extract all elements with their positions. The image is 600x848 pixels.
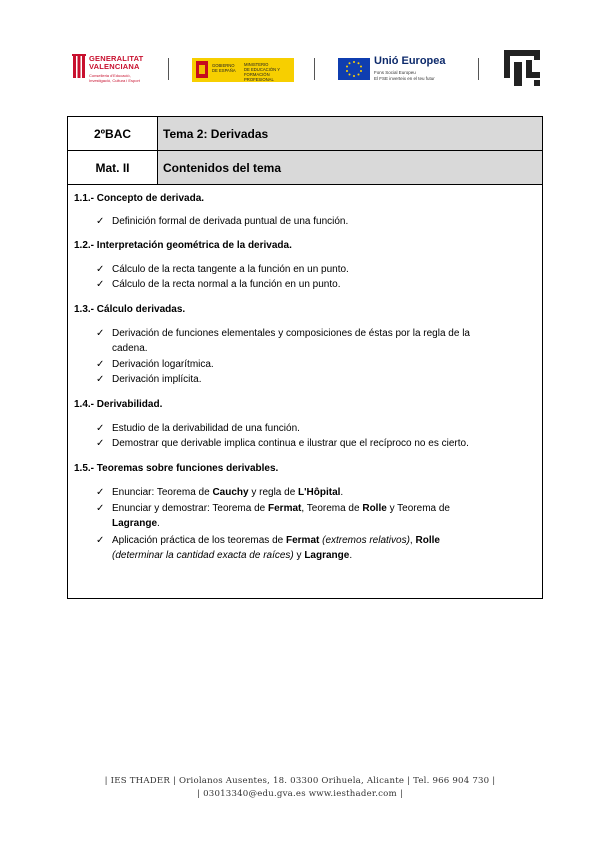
header-divider (314, 58, 315, 80)
list-item (96, 533, 524, 548)
gva-dept1: Conselleria d'Educació, (89, 73, 131, 78)
footer-line1: | IES THADER | Oriolanos Ausentes, 18. 03300 Orihuela, Alicante | Tel. 966 904 730 | (104, 776, 496, 786)
gva-dept2: Investigació, Cultura i Esport (89, 78, 140, 83)
checkmark-icon: ✓ (96, 216, 105, 227)
checkmark-icon: ✓ (96, 279, 105, 290)
list-item (96, 277, 524, 292)
checkmark-icon: ✓ (96, 423, 105, 434)
item-bold: Lagrange (112, 518, 158, 529)
list-item (96, 485, 524, 500)
eu-title: Unió Europea (374, 55, 446, 67)
list-item (96, 357, 524, 372)
item-bold: Cauchy (212, 487, 249, 498)
item-text: Enunciar y demostrar: Teorema de (112, 503, 269, 514)
gva-line2: VALENCIANA (89, 62, 140, 71)
gva-emblem-icon (72, 54, 86, 82)
item-text: , Teorema de (301, 503, 363, 514)
item-bold: Rolle (415, 535, 440, 546)
item-text: Enunciar: Teorema de (112, 487, 213, 498)
item-text: Definición formal de derivada puntual de una función. (112, 216, 349, 227)
item-text: Demostrar que derivable implica continua e ilustrar que el recíproco no es cierto. (112, 438, 469, 449)
checkmark-icon: ✓ (96, 438, 105, 449)
eu-sub1: Fons Social Europeu (374, 70, 416, 75)
section-title: 1.1.- Concepto de derivada. (74, 193, 205, 204)
list-item-continuation (112, 548, 524, 563)
list-item (96, 214, 524, 229)
item-text: Estudio de la derivabilidad de una función. (112, 423, 300, 434)
item-bold: L'Hôpital (298, 487, 341, 498)
item-text: . (157, 518, 160, 529)
item-text: y Teorema de (386, 503, 450, 514)
item-text: . (340, 487, 344, 498)
subject-cell: Mat. II (68, 151, 158, 184)
thader-logo-icon (500, 48, 544, 88)
header-divider (168, 58, 169, 80)
header-divider (478, 58, 479, 80)
gobierno-logo (192, 58, 294, 82)
item-text: Derivación de funciones elementales y composiciones de éstas por la regla de la (112, 328, 470, 339)
item-text: cadena. (112, 343, 148, 354)
eu-logo (338, 52, 468, 84)
section-title: 1.2.- Interpretación geométrica de la derivada. (74, 240, 292, 251)
section-title: 1.4.- Derivabilidad. (74, 399, 163, 410)
gva-logo (72, 52, 172, 86)
item-bold: Rolle (362, 503, 387, 514)
checkmark-icon: ✓ (96, 487, 105, 498)
item-bold: Fermat (285, 535, 320, 546)
checkmark-icon: ✓ (96, 503, 105, 514)
list-item (96, 372, 524, 387)
item-text: . (349, 550, 353, 561)
list-item (96, 501, 524, 516)
gob-right2: DE EDUCACIÓN Y (244, 67, 280, 72)
item-text: Derivación implícita. (112, 374, 202, 385)
item-text: Aplicación práctica de los teoremas de (112, 535, 286, 546)
checkmark-icon: ✓ (96, 359, 105, 370)
section-title: 1.5.- Teoremas sobre funciones derivables. (74, 463, 279, 474)
gob-left2: DE ESPAÑA (212, 68, 236, 73)
eu-sub2: El FSE inverteix en el teu futur (374, 75, 435, 81)
table-row-course (68, 117, 542, 151)
item-italic: (determinar la cantidad exacta de raíces) (112, 550, 294, 561)
table-row-subject (68, 151, 542, 185)
contents-heading-cell: Contenidos del tema (158, 151, 542, 184)
checkmark-icon: ✓ (96, 328, 105, 339)
gob-right3: FORMACIÓN PROFESIONAL (244, 72, 274, 82)
list-item (96, 436, 524, 451)
gva-line1: GENERALITAT (89, 54, 144, 63)
list-item (96, 326, 524, 341)
item-bold: Lagrange (304, 550, 350, 561)
item-text: , (409, 535, 416, 546)
topic-table (67, 116, 543, 599)
list-item (96, 421, 524, 436)
course-cell: 2ºBAC (68, 117, 158, 150)
ies-thader-logo (500, 48, 544, 88)
gob-right1: MINISTERIO (244, 62, 269, 67)
list-item (96, 262, 524, 277)
item-text: Derivación logarítmica. (112, 359, 214, 370)
spain-shield-icon (196, 61, 208, 78)
item-italic: (extremos relativos) (319, 535, 410, 546)
item-text: Cálculo de la recta tangente a la función en un punto. (112, 264, 349, 275)
list-item-continuation (112, 341, 524, 356)
item-text: y regla de (248, 487, 299, 498)
checkmark-icon: ✓ (96, 535, 105, 546)
item-text: y (293, 550, 305, 561)
checkmark-icon: ✓ (96, 374, 105, 385)
section-title: 1.3.- Cálculo derivadas. (74, 304, 186, 315)
footer-line2: | 03013340@edu.gva.es www.iesthader.com | (197, 789, 403, 799)
eu-flag-icon (338, 58, 370, 80)
item-bold: Fermat (268, 503, 302, 514)
list-item-continuation (112, 516, 524, 531)
gob-left1: GOBIERNO (212, 63, 235, 68)
topic-cell: Tema 2: Derivadas (158, 117, 542, 150)
checkmark-icon: ✓ (96, 264, 105, 275)
item-text: Cálculo de la recta normal a la función en un punto. (112, 279, 341, 290)
